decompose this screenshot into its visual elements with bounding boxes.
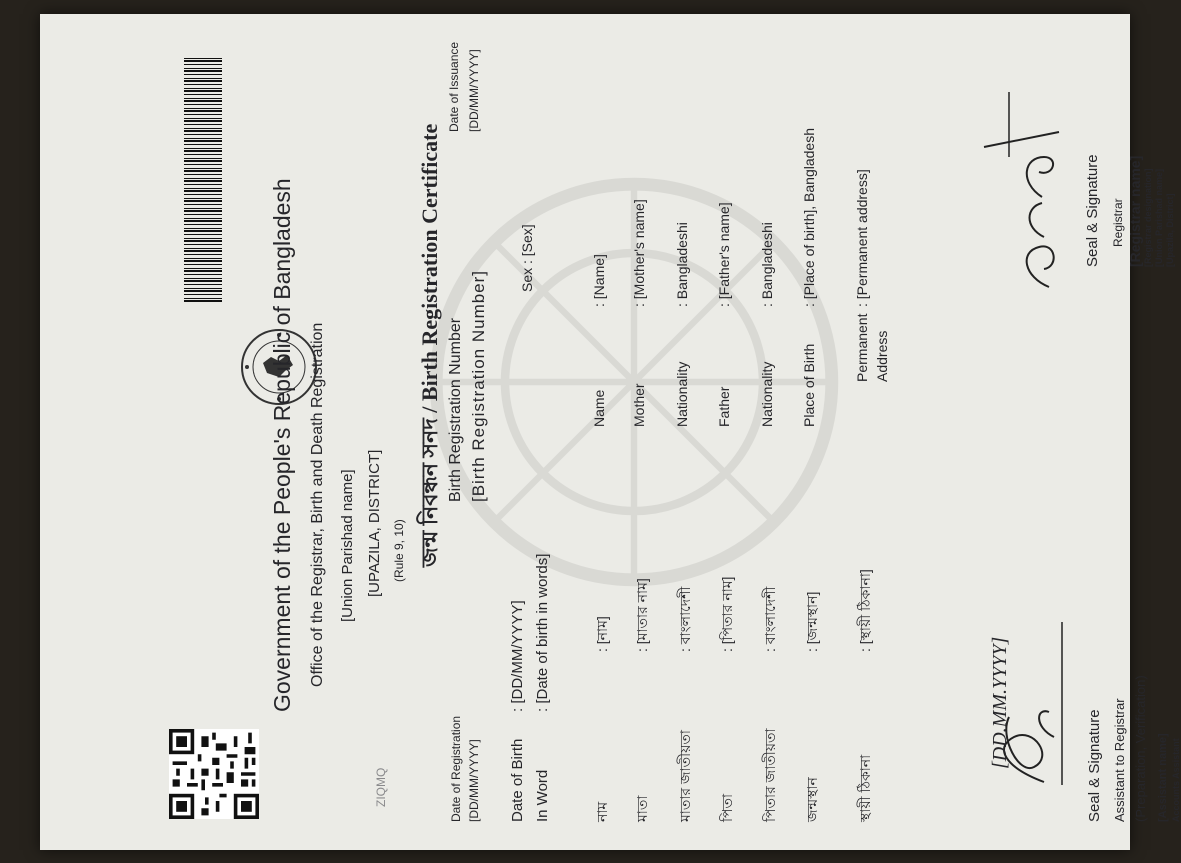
certificate-paper	[40, 14, 1181, 850]
assistant-seal-label: Seal & Signature	[1086, 709, 1103, 822]
in-word-label: In Word	[534, 769, 551, 822]
office-heading: Office of the Registrar, Birth and Death Registration	[309, 322, 326, 687]
birth-certificate	[129, 27, 1181, 847]
mother-label: Mother	[631, 383, 647, 427]
date-of-issuance-label: Date of Issuance	[447, 41, 461, 132]
assistant-signature-scribble	[964, 607, 1074, 797]
mother-value: : [Mother's name]	[631, 199, 647, 307]
mother-bn-label: মাতা	[634, 795, 650, 822]
address-bn-line: : [স্থায়ী ঠিকানা]	[857, 569, 873, 652]
government-heading: Government of the People's Republic of Bangladesh	[269, 178, 295, 712]
dob-label: Date of Birth	[509, 738, 526, 822]
rule-reference: (Rule 9, 10)	[392, 519, 406, 582]
registrar-office: [Union Parishad name]	[1154, 168, 1164, 267]
assistant-signature-date: [DD.MM.YYYY]	[989, 636, 1011, 769]
father-nationality-bn-label: পিতার জাতীয়তা	[762, 728, 778, 822]
mother-nationality-bn-value: : বাংলাদেশী	[677, 586, 693, 652]
title-bangla: জন্ম নিবন্ধন সনদ	[417, 418, 442, 567]
assistant-title: Accounts Assistant	[1171, 738, 1181, 822]
dob-value: : [DD/MM/YYYY]	[509, 600, 526, 712]
father-nationality-bn-value: : বাংলাদেশী	[762, 586, 778, 652]
place-of-birth-label: Place of Birth	[801, 343, 817, 427]
father-bn-value: : [পিতার নাম]	[719, 576, 735, 652]
registrar-name: [Registrar name]	[1127, 155, 1143, 267]
name-bn-label: নাম	[594, 801, 610, 822]
address-bn-label: স্থায়ী ঠিকানা	[857, 754, 873, 822]
registrar-role: Registrar	[1111, 198, 1125, 247]
registrar-seal-label: Seal & Signature	[1084, 154, 1101, 267]
address-line: : [Permanent address]	[854, 169, 870, 307]
title-english: / Birth Registration Certificate	[417, 123, 442, 413]
mother-nationality-bn-label: মাতার জাতীয়তা	[677, 730, 693, 822]
place-of-birth-value: : [Place of birth], Bangladesh	[801, 128, 817, 307]
tracking-code: ZIQMQ	[374, 767, 388, 807]
place-of-birth-bn-value: : [জন্মস্থান]	[804, 591, 820, 652]
father-bn-label: পিতা	[719, 793, 735, 822]
district-line: [UPAZILA, DISTRICT]	[366, 449, 383, 597]
name-bn-value: : [নাম]	[594, 616, 610, 652]
registrar-signature-scribble	[964, 77, 1074, 307]
union-parishad: [Union Parishad name]	[339, 469, 356, 622]
date-of-issuance: [DD/MM/YYYY]	[467, 49, 481, 132]
date-of-registration-label: Date of Registration	[449, 715, 463, 822]
father-nationality-label: Nationality	[759, 361, 775, 427]
address-label-line-1: Permanent	[854, 313, 870, 382]
qr-code	[169, 729, 259, 819]
name-value: : [Name]	[591, 254, 607, 307]
registrar-office-location: [Upazila, District]	[1165, 193, 1175, 267]
in-word-value: : [Date of birth in words]	[534, 553, 551, 712]
barcode	[184, 57, 222, 302]
father-value: : [Father's name]	[716, 202, 732, 307]
brn-value: [Birth Registration Number]	[469, 269, 488, 502]
date-of-registration: [DD/MM/YYYY]	[467, 739, 481, 822]
place-of-birth-bn-label: জন্মস্থান	[804, 777, 820, 822]
assistant-role: Assistant to Registrar	[1112, 698, 1127, 822]
mother-bn-value: : [মাতার নাম]	[634, 578, 650, 652]
address-label-line-2: Address	[874, 330, 890, 382]
assistant-name: [Assistant name]	[1157, 733, 1169, 822]
certificate-title	[413, 124, 450, 567]
father-label: Father	[716, 386, 732, 427]
brn-label: Birth Registration Number	[447, 317, 464, 502]
name-label: Name	[591, 389, 607, 427]
mother-nationality-value: : Bangladeshi	[674, 222, 690, 307]
mother-nationality-label: Nationality	[674, 361, 690, 427]
sex-value: Sex : [Sex]	[519, 224, 535, 292]
assistant-role-detail: (Preparation, Verification)	[1133, 675, 1148, 822]
registrar-designation: [Registrar designation]	[1143, 168, 1153, 267]
father-nationality-value: : Bangladeshi	[759, 222, 775, 307]
